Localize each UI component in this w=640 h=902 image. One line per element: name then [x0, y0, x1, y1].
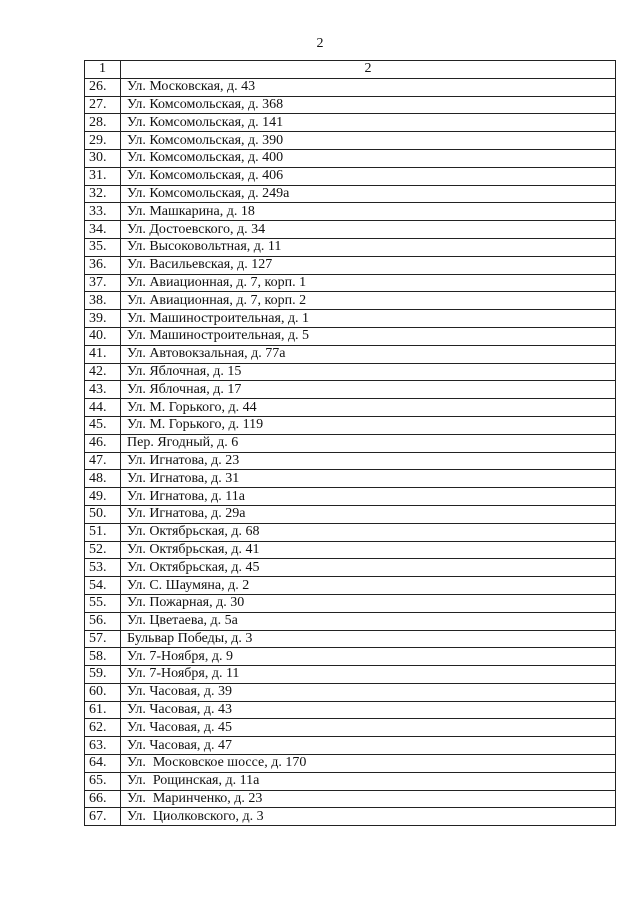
row-address: Ул. М. Горького, д. 119	[121, 416, 616, 434]
row-address: Ул. Яблочная, д. 15	[121, 363, 616, 381]
row-number: 66.	[85, 790, 121, 808]
table-row	[85, 772, 616, 790]
row-number: 51.	[85, 523, 121, 541]
row-number: 33.	[85, 203, 121, 221]
table-row	[85, 808, 616, 826]
table-row	[85, 452, 616, 470]
row-address: Ул. Московское шоссе, д. 170	[121, 755, 616, 773]
table-row	[85, 310, 616, 328]
row-address: Ул. 7-Ноября, д. 9	[121, 648, 616, 666]
row-address: Ул. Игнатова, д. 23	[121, 452, 616, 470]
table-row	[85, 221, 616, 239]
row-number: 42.	[85, 363, 121, 381]
row-address: Пер. Ягодный, д. 6	[121, 434, 616, 452]
table-row	[85, 434, 616, 452]
row-address: Ул. Комсомольская, д. 249а	[121, 185, 616, 203]
table-body	[85, 78, 616, 825]
row-address: Ул. Авиационная, д. 7, корп. 1	[121, 274, 616, 292]
row-address: Ул. Машиностроительная, д. 1	[121, 310, 616, 328]
row-address: Ул. Часовая, д. 43	[121, 701, 616, 719]
row-number: 38.	[85, 292, 121, 310]
row-address: Ул. Рощинская, д. 11а	[121, 772, 616, 790]
table-row	[85, 399, 616, 417]
row-address: Ул. Васильевская, д. 127	[121, 256, 616, 274]
row-number: 30.	[85, 149, 121, 167]
row-number: 67.	[85, 808, 121, 826]
table-row	[85, 612, 616, 630]
row-number: 40.	[85, 327, 121, 345]
row-number: 63.	[85, 737, 121, 755]
table-row	[85, 594, 616, 612]
row-address: Ул. Высоковольтная, д. 11	[121, 238, 616, 256]
row-address: Ул. Авиационная, д. 7, корп. 2	[121, 292, 616, 310]
row-number: 53.	[85, 559, 121, 577]
row-address: Ул. Комсомольская, д. 400	[121, 149, 616, 167]
table-row	[85, 790, 616, 808]
row-number: 60.	[85, 683, 121, 701]
row-number: 61.	[85, 701, 121, 719]
table-row	[85, 683, 616, 701]
row-number: 52.	[85, 541, 121, 559]
row-number: 26.	[85, 78, 121, 96]
row-address: Ул. Комсомольская, д. 368	[121, 96, 616, 114]
table-row	[85, 132, 616, 150]
row-address: Ул. Машиностроительная, д. 5	[121, 327, 616, 345]
table-row	[85, 327, 616, 345]
table-row	[85, 630, 616, 648]
table-row	[85, 559, 616, 577]
row-number: 59.	[85, 666, 121, 684]
row-number: 58.	[85, 648, 121, 666]
row-number: 46.	[85, 434, 121, 452]
row-address: Ул. Пожарная, д. 30	[121, 594, 616, 612]
row-number: 57.	[85, 630, 121, 648]
row-number: 35.	[85, 238, 121, 256]
row-address: Бульвар Победы, д. 3	[121, 630, 616, 648]
table-row	[85, 114, 616, 132]
table-row	[85, 167, 616, 185]
row-address: Ул. Комсомольская, д. 390	[121, 132, 616, 150]
row-address: Ул. Комсомольская, д. 406	[121, 167, 616, 185]
table-row	[85, 755, 616, 773]
row-address: Ул. Октябрьская, д. 45	[121, 559, 616, 577]
table-row	[85, 345, 616, 363]
header-address: 2	[121, 61, 616, 79]
row-number: 62.	[85, 719, 121, 737]
row-address: Ул. Циолковского, д. 3	[121, 808, 616, 826]
table-row	[85, 274, 616, 292]
row-number: 31.	[85, 167, 121, 185]
row-address: Ул. 7-Ноября, д. 11	[121, 666, 616, 684]
row-address: Ул. Игнатова, д. 31	[121, 470, 616, 488]
table-row	[85, 256, 616, 274]
row-address: Ул. С. Шаумяна, д. 2	[121, 577, 616, 595]
row-number: 55.	[85, 594, 121, 612]
row-address: Ул. Октябрьская, д. 41	[121, 541, 616, 559]
table-header-row	[85, 61, 616, 79]
row-number: 43.	[85, 381, 121, 399]
row-address: Ул. Часовая, д. 45	[121, 719, 616, 737]
table-row	[85, 505, 616, 523]
row-number: 34.	[85, 221, 121, 239]
row-address: Ул. Часовая, д. 47	[121, 737, 616, 755]
table-row	[85, 701, 616, 719]
row-address: Ул. Достоевского, д. 34	[121, 221, 616, 239]
row-address: Ул. Яблочная, д. 17	[121, 381, 616, 399]
row-address: Ул. Машкарина, д. 18	[121, 203, 616, 221]
table-row	[85, 523, 616, 541]
header-number: 1	[85, 61, 121, 79]
row-number: 44.	[85, 399, 121, 417]
table-row	[85, 78, 616, 96]
table-row	[85, 238, 616, 256]
row-number: 56.	[85, 612, 121, 630]
row-number: 65.	[85, 772, 121, 790]
page-number: 2	[316, 36, 324, 51]
row-number: 41.	[85, 345, 121, 363]
table-row	[85, 203, 616, 221]
row-number: 47.	[85, 452, 121, 470]
table-row	[85, 149, 616, 167]
table-row	[85, 416, 616, 434]
row-number: 45.	[85, 416, 121, 434]
table-row	[85, 363, 616, 381]
row-number: 32.	[85, 185, 121, 203]
table-row	[85, 381, 616, 399]
table-row	[85, 185, 616, 203]
row-number: 54.	[85, 577, 121, 595]
row-address: Ул. М. Горького, д. 44	[121, 399, 616, 417]
table-row	[85, 737, 616, 755]
address-table	[84, 60, 616, 826]
row-address: Ул. Автовокзальная, д. 77а	[121, 345, 616, 363]
row-number: 28.	[85, 114, 121, 132]
row-number: 48.	[85, 470, 121, 488]
row-address: Ул. Игнатова, д. 11а	[121, 488, 616, 506]
table-row	[85, 292, 616, 310]
row-number: 39.	[85, 310, 121, 328]
row-address: Ул. Московская, д. 43	[121, 78, 616, 96]
row-address: Ул. Октябрьская, д. 68	[121, 523, 616, 541]
row-address: Ул. Цветаева, д. 5а	[121, 612, 616, 630]
table-row	[85, 488, 616, 506]
row-number: 50.	[85, 505, 121, 523]
table-row	[85, 719, 616, 737]
row-address: Ул. Часовая, д. 39	[121, 683, 616, 701]
row-number: 64.	[85, 755, 121, 773]
table-row	[85, 648, 616, 666]
row-address: Ул. Игнатова, д. 29а	[121, 505, 616, 523]
row-number: 27.	[85, 96, 121, 114]
table-row	[85, 577, 616, 595]
table-row	[85, 541, 616, 559]
row-number: 29.	[85, 132, 121, 150]
row-address: Ул. Маринченко, д. 23	[121, 790, 616, 808]
row-number: 49.	[85, 488, 121, 506]
table-row	[85, 470, 616, 488]
table-row	[85, 666, 616, 684]
row-address: Ул. Комсомольская, д. 141	[121, 114, 616, 132]
row-number: 37.	[85, 274, 121, 292]
row-number: 36.	[85, 256, 121, 274]
table-row	[85, 96, 616, 114]
